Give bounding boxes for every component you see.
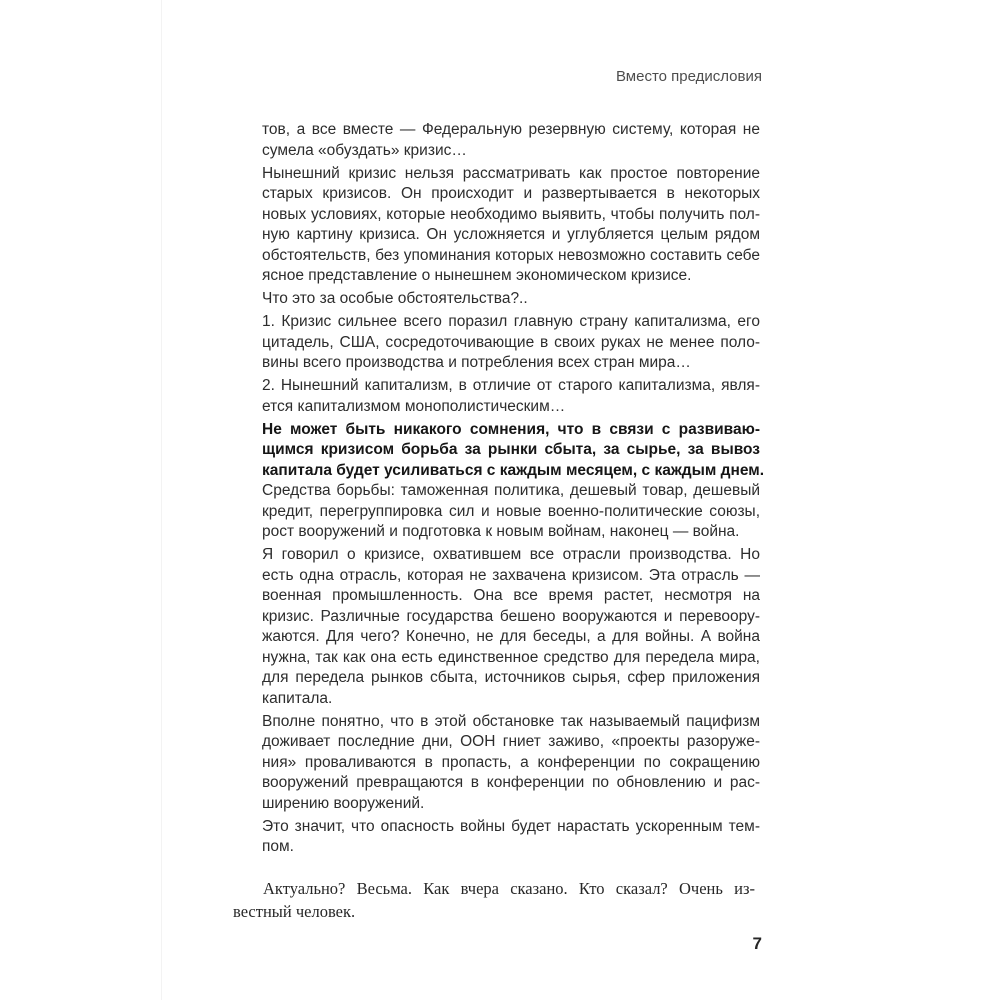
text-line: тов, а все вместе — Федеральную резервную систему, которая не	[262, 121, 760, 138]
text-line: ширению вооружений.	[262, 794, 425, 812]
text-line: 1. Кризис сильнее всего поразил главную страну капитализма, его	[262, 313, 760, 330]
paragraph	[262, 420, 765, 543]
page-fold-line	[161, 0, 162, 1000]
text-line: ется капитализмом монополистическим…	[262, 397, 566, 415]
paragraph	[262, 120, 760, 161]
text-line: 2. Нынешний капитализм, в отличие от старого капитализма, явля-	[262, 377, 760, 394]
text-line: Это значит, что опасность войны будет нарастать ускоренным тем-	[262, 817, 760, 835]
text-line: Средства борьбы: таможенная политика, дешевый товар, дешевый	[262, 482, 760, 499]
text-line: есть одна отрасль, которая не захвачена кризисом. Эта отрасль —	[262, 566, 760, 584]
text-line: ную картину кризиса. Он усложняется и углубляется целым рядом	[262, 226, 760, 243]
text-line: Что это за особые обстоятельства?..	[262, 290, 528, 307]
afterword-paragraph	[233, 878, 755, 923]
text-line: новых условиях, которые необходимо выявить, чтобы получить пол-	[262, 205, 760, 223]
paragraph	[262, 289, 760, 310]
text-line: кредит, перегруппировка сил и новые военно-политические союзы,	[262, 502, 760, 520]
page-number: 7	[752, 934, 762, 953]
text-line: старых кризисов. Он происходит и развертывается в некоторых	[262, 185, 760, 202]
paragraph	[262, 164, 760, 287]
text-line: Нынешний кризис нельзя рассматривать как простое повторение	[262, 164, 760, 182]
text-line: ясное представление о нынешнем экономическом кризисе.	[262, 267, 692, 284]
text-line: рост вооружений и подготовка к новым войнам, наконец — война.	[262, 523, 740, 540]
text-line: вооружений превращаются в конференции по обновлению и рас-	[262, 774, 760, 791]
text-line: ния» проваливаются в пропасть, а конференции по сокращению	[262, 753, 760, 771]
text-line: капитала.	[262, 689, 333, 707]
text-line: обстоятельств, без упоминания которых невозможно составить себе	[262, 246, 760, 264]
paragraph	[262, 312, 760, 374]
text-line: сумела «обуздать» кризис…	[262, 141, 467, 159]
body-text-column	[262, 120, 765, 860]
running-header: Вместо предисловия	[615, 68, 762, 85]
text-line: для передела рынков сбыта, источников сырья, сфер приложения	[262, 669, 760, 686]
text-line: пом.	[262, 838, 294, 855]
paragraph	[262, 376, 760, 417]
text-line: нужна, так как она есть единственное средство для передела мира,	[262, 648, 760, 666]
text-line: военная промышленность. Она все время растет, несмотря на	[262, 587, 760, 604]
paragraph	[262, 817, 760, 858]
text-line: Актуально? Весьма. Как вчера сказано. Кто сказал? Очень из-	[263, 879, 755, 898]
text-line: Не может быть никакого сомнения, что в связи с развиваю-	[262, 420, 760, 438]
text-line: жаются. Для чего? Конечно, не для беседы, а для войны. А война	[262, 628, 760, 645]
text-line: капитала будет усиливаться с каждым месяцем, с каждым днем.	[262, 461, 765, 479]
text-line: вестный человек.	[233, 901, 356, 921]
text-line: цитадель, США, сосредоточивающие в своих руках не менее поло-	[262, 333, 760, 351]
text-line: щимся кризисом борьба за рынки сбыта, за сырье, за вывоз	[262, 441, 760, 458]
paragraph	[262, 712, 760, 815]
text-line: Я говорил о кризисе, охватившем все отрасли производства. Но	[262, 546, 760, 563]
text-line: доживает последние дни, ООН гниет заживо, «проекты разоруже-	[262, 733, 760, 750]
paragraph	[262, 545, 760, 709]
text-line: кризис. Различные государства бешено вооружаются и перевоору-	[262, 607, 760, 625]
text-line: вины всего производства и потребления всех стран мира…	[262, 354, 691, 371]
text-line: Вполне понятно, что в этой обстановке так называемый пацифизм	[262, 712, 760, 730]
